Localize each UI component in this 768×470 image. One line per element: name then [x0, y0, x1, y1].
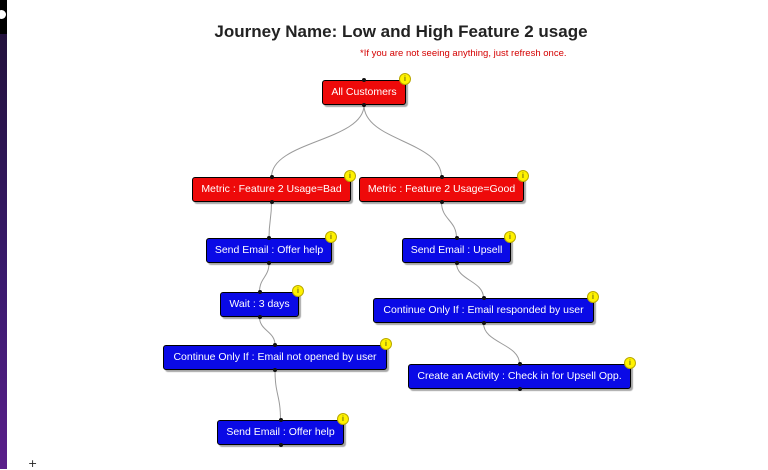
edge-wait-3-days-to-continue-email-not-opened: [260, 317, 276, 345]
node-create-activity[interactable]: [408, 364, 631, 389]
connector-port[interactable]: [440, 200, 444, 204]
info-icon[interactable]: i: [504, 231, 516, 243]
connector-port[interactable]: [267, 236, 271, 240]
info-icon[interactable]: i: [344, 170, 356, 182]
node-send-email-upsell[interactable]: [402, 238, 511, 263]
node-label: Metric : Feature 2 Usage=Bad: [201, 183, 342, 195]
edge-metric-good-to-send-email-upsell: [442, 202, 457, 238]
node-label: Continue Only If : Email responded by user: [383, 304, 584, 316]
edge-all-customers-to-metric-good: [364, 105, 442, 177]
node-label: Send Email : Offer help: [226, 426, 335, 438]
connector-port[interactable]: [455, 261, 459, 265]
connector-port[interactable]: [482, 296, 486, 300]
node-label: Metric : Feature 2 Usage=Good: [367, 183, 516, 195]
connector-port[interactable]: [279, 443, 283, 447]
refresh-note: *If you are not seeing anything, just refresh once.: [360, 48, 567, 59]
page-title: Journey Name: Low and High Feature 2 usage: [214, 22, 588, 41]
info-icon[interactable]: i: [292, 285, 304, 297]
node-send-email-offer-help-2[interactable]: [217, 420, 344, 445]
connector-port[interactable]: [273, 368, 277, 372]
info-icon[interactable]: i: [399, 73, 411, 85]
node-continue-email-not-opened[interactable]: [163, 345, 387, 370]
node-label: Send Email : Offer help: [214, 244, 324, 256]
info-icon[interactable]: i: [380, 338, 392, 350]
connector-port[interactable]: [267, 261, 271, 265]
info-icon[interactable]: i: [337, 413, 349, 425]
node-label: Send Email : Upsell: [410, 244, 503, 256]
connector-port[interactable]: [273, 343, 277, 347]
node-metric-good[interactable]: [359, 177, 524, 202]
info-icon[interactable]: i: [624, 357, 636, 369]
connector-port[interactable]: [258, 290, 262, 294]
plus-icon[interactable]: +: [28, 457, 38, 470]
connector-port[interactable]: [362, 78, 366, 82]
connector-port[interactable]: [482, 321, 486, 325]
connector-port[interactable]: [440, 175, 444, 179]
node-label: Wait : 3 days: [229, 298, 290, 310]
edge-metric-bad-to-send-email-offer-help-1: [269, 202, 272, 238]
connector-port[interactable]: [279, 418, 283, 422]
edge-all-customers-to-metric-bad: [272, 105, 365, 177]
edge-send-email-offer-help-1-to-wait-3-days: [260, 263, 270, 292]
node-label: Create an Activity : Check in for Upsell Opp.: [417, 370, 622, 382]
connector-port[interactable]: [518, 387, 522, 391]
edge-send-email-upsell-to-continue-email-responded: [457, 263, 484, 298]
connector-port[interactable]: [270, 175, 274, 179]
node-label: Continue Only If : Email not opened by user: [173, 351, 377, 363]
node-all-customers[interactable]: [322, 80, 406, 105]
node-label: All Customers: [331, 86, 397, 98]
node-metric-bad[interactable]: [192, 177, 351, 202]
info-icon[interactable]: i: [325, 231, 337, 243]
connector-port[interactable]: [518, 362, 522, 366]
connector-port[interactable]: [362, 103, 366, 107]
node-send-email-offer-help-1[interactable]: [206, 238, 332, 263]
node-wait-3-days[interactable]: [220, 292, 299, 317]
connector-port[interactable]: [258, 315, 262, 319]
info-icon[interactable]: i: [587, 291, 599, 303]
edge-continue-email-responded-to-create-activity: [484, 323, 520, 364]
node-continue-email-responded[interactable]: [373, 298, 594, 323]
connector-port[interactable]: [455, 236, 459, 240]
info-icon[interactable]: i: [517, 170, 529, 182]
edge-continue-email-not-opened-to-send-email-offer-help-2: [275, 370, 281, 420]
connector-port[interactable]: [270, 200, 274, 204]
